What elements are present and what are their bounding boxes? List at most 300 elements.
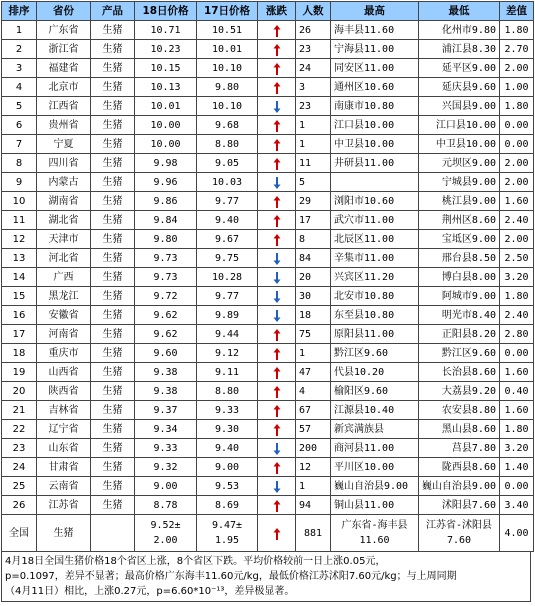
- cell-trend: [258, 249, 296, 268]
- cell-product: 生猪: [91, 420, 135, 439]
- cell-trend: [258, 496, 296, 515]
- cell-product: 生猪: [91, 458, 135, 477]
- cell-trend: [258, 306, 296, 325]
- cell-price-18: 9.86: [135, 192, 197, 211]
- cell-high: 江源县10.40: [331, 401, 419, 420]
- cell-price-17: 9.30: [197, 420, 258, 439]
- cell-people: 29: [296, 192, 331, 211]
- cell-price-17: 10.10: [197, 59, 258, 78]
- cell-price-18: 9.98: [135, 154, 197, 173]
- cell-province: 四川省: [37, 154, 91, 173]
- cell-province: 广西: [37, 268, 91, 287]
- cell-province: 贵州省: [37, 116, 91, 135]
- cell-people: 94: [296, 496, 331, 515]
- cell-diff: 1.40: [500, 458, 534, 477]
- total-price-18-sd: 2.00: [153, 535, 178, 546]
- cell-low: 博白县8.00: [419, 268, 500, 287]
- cell-trend: [258, 344, 296, 363]
- cell-price-18: 10.01: [135, 97, 197, 116]
- arrow-up-icon: [272, 195, 282, 207]
- cell-product: 生猪: [91, 173, 135, 192]
- cell-price-18: 9.72: [135, 287, 197, 306]
- summary-line-2: p=0.1097，差异不显著；最高价格广东海丰11.60元/kg，最低价格江苏沭阳7.60元/kg；与上周同期: [5, 571, 457, 582]
- cell-diff: 0.00: [500, 344, 534, 363]
- cell-price-17: 9.53: [197, 477, 258, 496]
- cell-high: 浏阳市10.60: [331, 192, 419, 211]
- cell-high: 同安区11.00: [331, 59, 419, 78]
- cell-low: 邢台县8.50: [419, 249, 500, 268]
- table-row: [2, 477, 534, 496]
- cell-people: 1: [296, 135, 331, 154]
- table-row: [2, 78, 534, 97]
- cell-low: 延庆县9.60: [419, 78, 500, 97]
- cell-high: 宁海县11.00: [331, 40, 419, 59]
- total-trend: [258, 515, 296, 552]
- total-low-place: 江苏省-沭阳县: [425, 520, 493, 531]
- cell-product: 生猪: [91, 382, 135, 401]
- cell-trend: [258, 458, 296, 477]
- cell-product: 生猪: [91, 97, 135, 116]
- cell-high: [331, 173, 419, 192]
- cell-low: 延平区9.00: [419, 59, 500, 78]
- arrow-up-icon: [272, 461, 282, 473]
- cell-product: 生猪: [91, 363, 135, 382]
- header-price-18: 18日价格: [135, 2, 197, 21]
- cell-low: 巍山自治县9.00: [419, 477, 500, 496]
- arrow-up-icon: [272, 499, 282, 511]
- arrow-up-icon: [272, 328, 282, 340]
- cell-diff: 3.20: [500, 439, 534, 458]
- total-people: 881: [296, 515, 331, 552]
- cell-province: 安徽省: [37, 306, 91, 325]
- cell-price-17: 9.77: [197, 287, 258, 306]
- header-rank: 排序: [2, 2, 37, 21]
- arrow-down-icon: [272, 309, 282, 321]
- cell-rank: 23: [2, 439, 37, 458]
- cell-price-17: 9.33: [197, 401, 258, 420]
- cell-low: 黔江区9.60: [419, 344, 500, 363]
- cell-price-17: 9.67: [197, 230, 258, 249]
- cell-trend: [258, 268, 296, 287]
- total-diff: 4.00: [500, 515, 534, 552]
- cell-trend: [258, 21, 296, 40]
- cell-product: 生猪: [91, 135, 135, 154]
- cell-people: 67: [296, 401, 331, 420]
- cell-high: 商河县11.00: [331, 439, 419, 458]
- cell-price-17: 8.80: [197, 382, 258, 401]
- cell-rank: 11: [2, 211, 37, 230]
- cell-rank: 5: [2, 97, 37, 116]
- table-row: [2, 420, 534, 439]
- cell-low: 长治县8.60: [419, 363, 500, 382]
- cell-trend: [258, 78, 296, 97]
- arrow-up-icon: [272, 43, 282, 55]
- cell-people: 30: [296, 287, 331, 306]
- arrow-up-icon: [272, 423, 282, 435]
- cell-high: 兴宾区11.20: [331, 268, 419, 287]
- total-price-17-mean: 9.47±: [211, 520, 243, 531]
- table-row: [2, 439, 534, 458]
- cell-trend: [258, 135, 296, 154]
- cell-price-17: 10.51: [197, 21, 258, 40]
- cell-high: 巍山自治县9.00: [331, 477, 419, 496]
- header-people: 人数: [296, 2, 331, 21]
- cell-people: 75: [296, 325, 331, 344]
- cell-trend: [258, 477, 296, 496]
- cell-rank: 14: [2, 268, 37, 287]
- table-row: [2, 344, 534, 363]
- cell-price-18: 9.62: [135, 306, 197, 325]
- cell-province: 山东省: [37, 439, 91, 458]
- cell-product: 生猪: [91, 439, 135, 458]
- arrow-up-icon: [272, 233, 282, 245]
- header-product: 产品: [91, 2, 135, 21]
- cell-rank: 3: [2, 59, 37, 78]
- table-row: [2, 21, 534, 40]
- table-row: [2, 382, 534, 401]
- cell-low: 黑山县8.60: [419, 420, 500, 439]
- cell-diff: 1.80: [500, 97, 534, 116]
- arrow-up-icon: [272, 138, 282, 150]
- cell-trend: [258, 154, 296, 173]
- cell-low: 化州市9.80: [419, 21, 500, 40]
- table-row: [2, 154, 534, 173]
- table-row: [2, 40, 534, 59]
- cell-low: 莒县7.80: [419, 439, 500, 458]
- price-table: [1, 1, 534, 552]
- cell-high: 新宾满族县: [331, 420, 419, 439]
- table-row: [2, 325, 534, 344]
- cell-price-18: 9.33: [135, 439, 197, 458]
- cell-province: 辽宁省: [37, 420, 91, 439]
- cell-diff: 1.80: [500, 21, 534, 40]
- table-row: [2, 173, 534, 192]
- cell-high: 代县10.20: [331, 363, 419, 382]
- cell-trend: [258, 97, 296, 116]
- cell-province: 天津市: [37, 230, 91, 249]
- cell-price-18: 8.78: [135, 496, 197, 515]
- table-row: [2, 135, 534, 154]
- cell-low: 桃江县9.00: [419, 192, 500, 211]
- cell-rank: 19: [2, 363, 37, 382]
- arrow-up-icon: [272, 24, 282, 36]
- price-report: [1, 1, 533, 602]
- cell-high: 中卫县10.00: [331, 135, 419, 154]
- cell-diff: 2.80: [500, 325, 534, 344]
- cell-province: 湖北省: [37, 211, 91, 230]
- header-diff: 差值: [500, 2, 534, 21]
- cell-trend: [258, 325, 296, 344]
- cell-price-18: 9.37: [135, 401, 197, 420]
- cell-price-17: 9.89: [197, 306, 258, 325]
- cell-price-18: 9.62: [135, 325, 197, 344]
- cell-province: 黑龙江: [37, 287, 91, 306]
- cell-province: 吉林省: [37, 401, 91, 420]
- arrow-down-icon: [272, 442, 282, 454]
- cell-trend: [258, 173, 296, 192]
- cell-rank: 26: [2, 496, 37, 515]
- cell-price-18: 10.71: [135, 21, 197, 40]
- cell-high: 辛集市11.00: [331, 249, 419, 268]
- cell-product: 生猪: [91, 230, 135, 249]
- total-product: 生猪: [37, 515, 91, 552]
- cell-price-17: 9.80: [197, 78, 258, 97]
- cell-low: 农安县8.80: [419, 401, 500, 420]
- cell-price-18: 9.73: [135, 249, 197, 268]
- cell-price-17: 8.80: [197, 135, 258, 154]
- cell-province: 陕西省: [37, 382, 91, 401]
- header-row: [2, 2, 534, 21]
- total-low: [419, 515, 500, 552]
- cell-people: 5: [296, 173, 331, 192]
- header-price-17: 17日价格: [197, 2, 258, 21]
- cell-rank: 16: [2, 306, 37, 325]
- cell-price-17: 9.00: [197, 458, 258, 477]
- cell-diff: 0.00: [500, 135, 534, 154]
- cell-people: 20: [296, 268, 331, 287]
- cell-diff: 1.60: [500, 363, 534, 382]
- cell-diff: 0.00: [500, 477, 534, 496]
- cell-product: 生猪: [91, 192, 135, 211]
- cell-rank: 7: [2, 135, 37, 154]
- national-total-row: [2, 515, 534, 552]
- cell-rank: 4: [2, 78, 37, 97]
- table-body: [2, 21, 534, 515]
- cell-high: 南康市10.80: [331, 97, 419, 116]
- cell-price-18: 9.00: [135, 477, 197, 496]
- cell-people: 12: [296, 458, 331, 477]
- arrow-down-icon: [272, 252, 282, 264]
- cell-people: 23: [296, 40, 331, 59]
- cell-diff: 2.40: [500, 306, 534, 325]
- cell-price-18: 10.15: [135, 59, 197, 78]
- arrow-down-icon: [272, 176, 282, 188]
- arrow-down-icon: [272, 290, 282, 302]
- cell-diff: 2.00: [500, 173, 534, 192]
- total-high-value: 11.60: [359, 535, 390, 546]
- cell-price-17: 10.10: [197, 97, 258, 116]
- cell-price-18: 10.00: [135, 116, 197, 135]
- cell-low: 江口县10.00: [419, 116, 500, 135]
- arrow-up-icon: [272, 366, 282, 378]
- cell-province: 福建省: [37, 59, 91, 78]
- cell-province: 北京市: [37, 78, 91, 97]
- cell-trend: [258, 59, 296, 78]
- arrow-up-icon: [272, 214, 282, 226]
- cell-price-17: 9.12: [197, 344, 258, 363]
- cell-low: 宁城县9.00: [419, 173, 500, 192]
- cell-people: 57: [296, 420, 331, 439]
- arrow-up-icon: [272, 404, 282, 416]
- summary-line-3: （4月11日）相比，上涨0.27元，p=6.60*10⁻¹³，差异极显著。: [5, 586, 295, 597]
- arrow-up-icon: [272, 527, 282, 539]
- cell-high: 榆阳区9.60: [331, 382, 419, 401]
- cell-low: 正阳县8.20: [419, 325, 500, 344]
- cell-trend: [258, 211, 296, 230]
- cell-price-17: 9.77: [197, 192, 258, 211]
- cell-diff: 1.80: [500, 420, 534, 439]
- cell-low: 元坝区9.00: [419, 154, 500, 173]
- cell-rank: 6: [2, 116, 37, 135]
- total-price-18-mean: 9.52±: [150, 520, 181, 531]
- cell-product: 生猪: [91, 78, 135, 97]
- cell-product: 生猪: [91, 211, 135, 230]
- cell-people: 1: [296, 116, 331, 135]
- cell-low: 宝坻区9.00: [419, 230, 500, 249]
- summary-line-1: 4月18日全国生猪价格18个省区上涨，8个省区下跌。平均价格较前一日上涨0.05元，: [5, 556, 386, 567]
- cell-low: 荆州区8.60: [419, 211, 500, 230]
- table-row: [2, 97, 534, 116]
- cell-people: 3: [296, 78, 331, 97]
- arrow-up-icon: [272, 119, 282, 131]
- cell-high: 海丰县11.60: [331, 21, 419, 40]
- cell-price-18: 10.23: [135, 40, 197, 59]
- cell-diff: 1.00: [500, 78, 534, 97]
- table-row: [2, 363, 534, 382]
- cell-high: 东至县10.80: [331, 306, 419, 325]
- cell-rank: 9: [2, 173, 37, 192]
- cell-diff: 3.40: [500, 496, 534, 515]
- total-low-value: 7.60: [446, 535, 472, 546]
- cell-rank: 20: [2, 382, 37, 401]
- cell-people: 17: [296, 211, 331, 230]
- cell-rank: 24: [2, 458, 37, 477]
- cell-product: 生猪: [91, 116, 135, 135]
- cell-people: 24: [296, 59, 331, 78]
- cell-price-17: 10.01: [197, 40, 258, 59]
- cell-price-17: 9.68: [197, 116, 258, 135]
- table-row: [2, 59, 534, 78]
- cell-low: 沭阳县7.60: [419, 496, 500, 515]
- cell-price-18: 9.80: [135, 230, 197, 249]
- cell-province: 重庆市: [37, 344, 91, 363]
- cell-product: 生猪: [91, 268, 135, 287]
- total-price-17: [197, 515, 258, 552]
- cell-price-18: 10.00: [135, 135, 197, 154]
- cell-high: 井研县11.00: [331, 154, 419, 173]
- cell-diff: 0.40: [500, 382, 534, 401]
- cell-trend: [258, 192, 296, 211]
- cell-province: 云南省: [37, 477, 91, 496]
- cell-product: 生猪: [91, 477, 135, 496]
- cell-people: 47: [296, 363, 331, 382]
- cell-high: 原阳县11.00: [331, 325, 419, 344]
- header-province: 省份: [37, 2, 91, 21]
- table-row: [2, 268, 534, 287]
- total-price-17-sd: 1.95: [214, 535, 240, 546]
- cell-province: 宁夏: [37, 135, 91, 154]
- table-row: [2, 496, 534, 515]
- cell-province: 甘肃省: [37, 458, 91, 477]
- cell-people: 84: [296, 249, 331, 268]
- cell-people: 200: [296, 439, 331, 458]
- cell-province: 浙江省: [37, 40, 91, 59]
- cell-product: 生猪: [91, 249, 135, 268]
- cell-product: 生猪: [91, 306, 135, 325]
- cell-high: 黔江区9.60: [331, 344, 419, 363]
- cell-price-18: 10.13: [135, 78, 197, 97]
- cell-product: 生猪: [91, 287, 135, 306]
- cell-people: 23: [296, 97, 331, 116]
- cell-trend: [258, 382, 296, 401]
- cell-price-17: 9.05: [197, 154, 258, 173]
- cell-price-18: 9.60: [135, 344, 197, 363]
- cell-trend: [258, 116, 296, 135]
- cell-people: 11: [296, 154, 331, 173]
- cell-high: 北安市10.80: [331, 287, 419, 306]
- cell-high: 通州区10.60: [331, 78, 419, 97]
- total-label: 全国: [2, 515, 37, 552]
- cell-low: 中卫县10.00: [419, 135, 500, 154]
- cell-trend: [258, 40, 296, 59]
- total-high: [331, 515, 419, 552]
- cell-price-18: 9.38: [135, 363, 197, 382]
- arrow-up-icon: [272, 385, 282, 397]
- cell-high: 铜山县11.00: [331, 496, 419, 515]
- cell-price-17: 9.40: [197, 211, 258, 230]
- cell-high: 武穴市11.00: [331, 211, 419, 230]
- cell-product: 生猪: [91, 401, 135, 420]
- cell-rank: 8: [2, 154, 37, 173]
- cell-low: 陇西县8.60: [419, 458, 500, 477]
- cell-rank: 25: [2, 477, 37, 496]
- cell-trend: [258, 401, 296, 420]
- table-row: [2, 287, 534, 306]
- cell-province: 广东省: [37, 21, 91, 40]
- cell-diff: 1.60: [500, 401, 534, 420]
- cell-rank: 2: [2, 40, 37, 59]
- table-row: [2, 306, 534, 325]
- cell-high: 江口县10.00: [331, 116, 419, 135]
- cell-rank: 18: [2, 344, 37, 363]
- cell-product: 生猪: [91, 154, 135, 173]
- cell-trend: [258, 439, 296, 458]
- cell-rank: 21: [2, 401, 37, 420]
- arrow-up-icon: [272, 157, 282, 169]
- total-empty: [91, 515, 135, 552]
- cell-rank: 10: [2, 192, 37, 211]
- cell-trend: [258, 287, 296, 306]
- cell-trend: [258, 363, 296, 382]
- cell-diff: 2.00: [500, 59, 534, 78]
- cell-price-17: 8.69: [197, 496, 258, 515]
- cell-diff: 1.80: [500, 287, 534, 306]
- cell-people: 8: [296, 230, 331, 249]
- cell-rank: 13: [2, 249, 37, 268]
- table-row: [2, 211, 534, 230]
- cell-high: 北辰区11.00: [331, 230, 419, 249]
- cell-product: 生猪: [91, 496, 135, 515]
- arrow-down-icon: [272, 480, 282, 492]
- arrow-up-icon: [272, 62, 282, 74]
- total-price-18: [135, 515, 197, 552]
- cell-price-17: 9.11: [197, 363, 258, 382]
- table-row: [2, 116, 534, 135]
- cell-people: 18: [296, 306, 331, 325]
- cell-people: 26: [296, 21, 331, 40]
- arrow-up-icon: [272, 81, 282, 93]
- cell-price-18: 9.73: [135, 268, 197, 287]
- summary-note: [1, 552, 531, 602]
- cell-low: 兴国县9.00: [419, 97, 500, 116]
- cell-diff: 2.00: [500, 230, 534, 249]
- cell-people: 4: [296, 382, 331, 401]
- cell-price-17: 9.75: [197, 249, 258, 268]
- cell-price-17: 10.28: [197, 268, 258, 287]
- cell-diff: 1.60: [500, 192, 534, 211]
- cell-product: 生猪: [91, 344, 135, 363]
- cell-province: 江西省: [37, 97, 91, 116]
